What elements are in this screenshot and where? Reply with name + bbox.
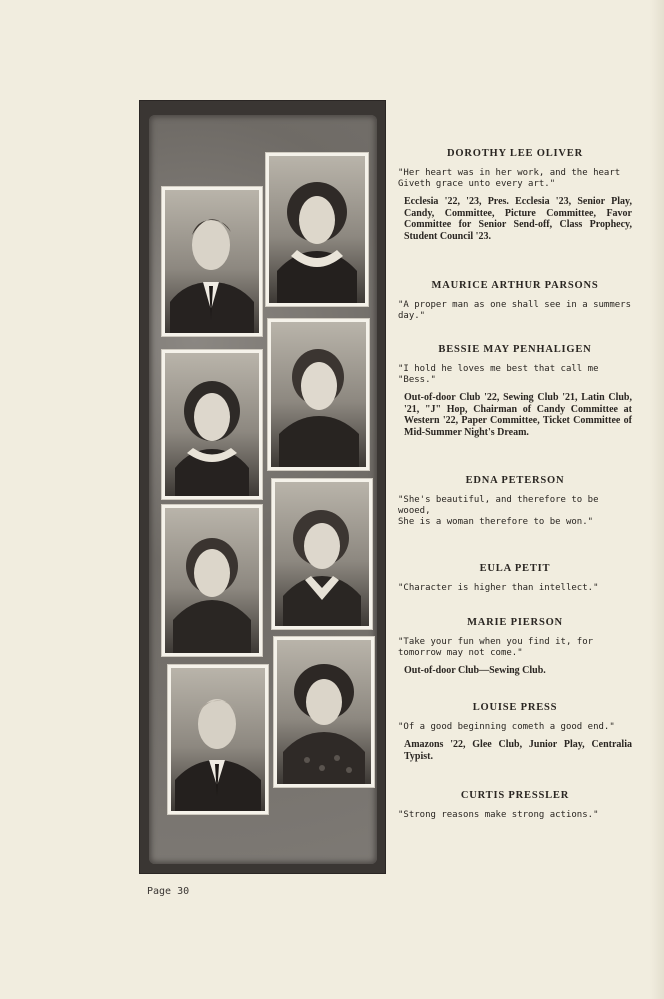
portrait-woman-1 <box>266 153 368 306</box>
portrait-man-2 <box>168 665 268 814</box>
entry-quote: "I hold he loves me best that call me "Bess." <box>398 364 599 385</box>
entry-name: MAURICE ARTHUR PARSONS <box>431 280 599 291</box>
entry-activities: Out-of-door Club—Sewing Club. <box>404 665 546 676</box>
entry-name: LOUISE PRESS <box>472 702 558 713</box>
entry-name: BESSIE MAY PENHALIGEN <box>438 344 592 355</box>
entry-quote: "Take your fun when you find it, for tomorrow may not come." <box>398 637 594 658</box>
portrait-woman-5 <box>272 479 372 629</box>
portrait-woman-3 <box>268 319 369 470</box>
entry-marie-pierson <box>398 617 632 677</box>
entry-quote: "Of a good beginning cometh a good end." <box>398 722 615 732</box>
entry-bessie-may-penhaligen <box>398 344 632 438</box>
portrait-man-1 <box>162 187 262 336</box>
portrait-woman-4 <box>162 505 262 656</box>
portrait-woman-6 <box>274 637 374 787</box>
entry-name: MARIE PIERSON <box>467 617 563 628</box>
entry-eula-petit <box>398 563 632 600</box>
entry-curtis-pressler <box>398 790 632 827</box>
portrait-woman-2 <box>162 350 262 499</box>
entry-maurice-arthur-parsons <box>398 280 632 328</box>
entry-name: CURTIS PRESSLER <box>460 790 570 801</box>
entry-quote: "Strong reasons make strong actions." <box>398 810 599 820</box>
page-edge <box>650 0 664 999</box>
entry-name: EDNA PETERSON <box>465 475 565 486</box>
entry-activities: Ecclesia '22, '23, Pres. Ecclesia '23, Senior Play, Candy, Committee, Picture Committee, Favor Committee for Senior Send-off, Class Prophecy, Student Council '23. <box>404 196 632 242</box>
entry-quote: "She's beautiful, and therefore to be wooed, She is a woman therefore to be won." <box>398 495 599 527</box>
entry-quote: "Her heart was in her work, and the heart Giveth grace unto every art." <box>398 168 621 189</box>
entry-dorothy-lee-oliver <box>398 148 632 242</box>
page-number: Page 30 <box>147 886 190 897</box>
photo-panel <box>140 101 385 873</box>
entry-quote: "A proper man as one shall see in a summers day." <box>398 300 631 321</box>
entry-activities: Out-of-door Club '22, Sewing Club '21, Latin Club, '21, "J" Hop, Chairman of Candy Committee at Western '22, Paper Committee, Ticket Committee of Mid-Summer Night's Dream. <box>404 392 632 438</box>
entry-louise-press <box>398 702 632 762</box>
entry-activities: Amazons '22, Glee Club, Junior Play, Centralia Typist. <box>404 739 632 762</box>
entry-name: DOROTHY LEE OLIVER <box>447 148 583 159</box>
entry-quote: "Character is higher than intellect." <box>398 583 599 593</box>
entry-name: EULA PETIT <box>479 563 551 574</box>
entry-edna-peterson <box>398 475 632 534</box>
